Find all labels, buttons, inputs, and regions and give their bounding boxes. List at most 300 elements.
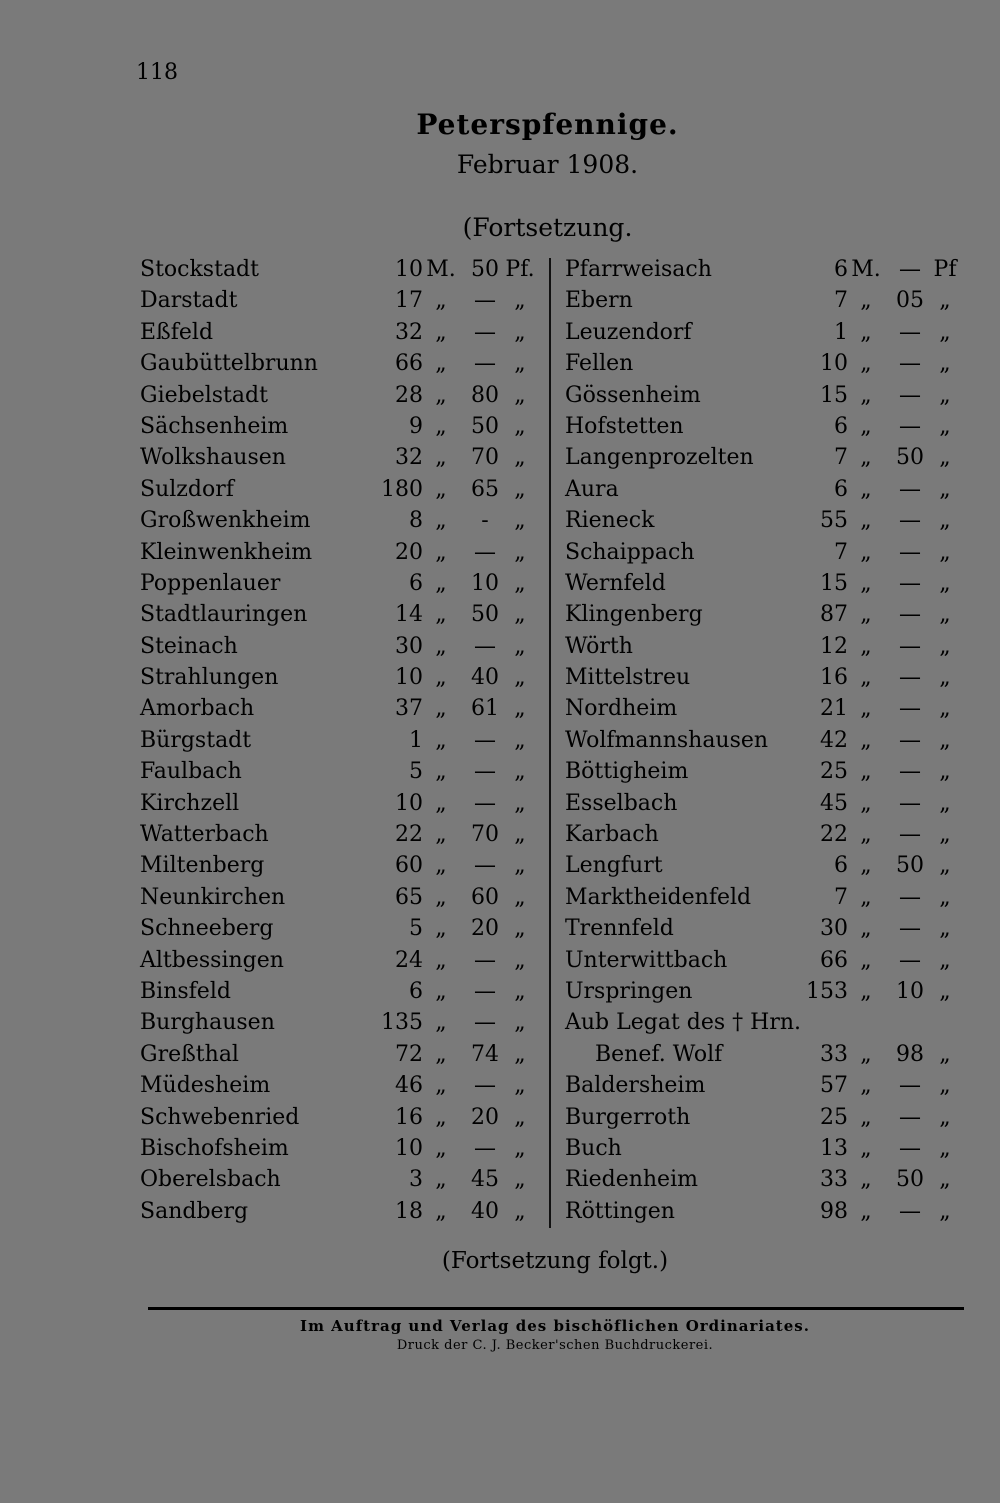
pfennig-amount: 50 <box>471 257 499 282</box>
pfennig-unit: „ <box>514 853 526 879</box>
mark-unit: „ <box>435 382 447 408</box>
pfennig-amount: 10 <box>471 570 499 596</box>
place-name: Kleinwenkheim <box>140 539 313 565</box>
mark-amount: 10 <box>395 257 423 282</box>
donation-row <box>565 724 960 755</box>
place-name: Burghausen <box>140 1010 275 1036</box>
pfennig-amount: 50 <box>896 853 924 879</box>
pfennig-amount: — <box>899 916 921 942</box>
place-name: Leuzendorf <box>565 319 692 345</box>
mark-unit: „ <box>435 759 447 785</box>
pfennig-amount: — <box>474 633 496 659</box>
pfennig-unit: „ <box>514 602 526 628</box>
mark-unit: M. <box>851 257 881 282</box>
mark-unit: „ <box>435 790 447 816</box>
mark-amount: 1 <box>409 727 423 753</box>
pfennig-amount: — <box>899 1073 921 1099</box>
donation-row <box>565 1006 960 1037</box>
donation-row <box>140 975 535 1006</box>
pfennig-amount: 50 <box>896 1167 924 1193</box>
place-name: Strahlungen <box>140 665 279 691</box>
place-name: Böttigheim <box>565 759 689 785</box>
pfennig-unit: „ <box>939 539 951 565</box>
mark-amount: 66 <box>395 351 423 377</box>
donation-row <box>565 253 960 284</box>
pfennig-amount: 50 <box>471 413 499 439</box>
place-name: Amorbach <box>140 696 255 722</box>
pfennig-unit: „ <box>514 1135 526 1161</box>
donation-row <box>140 818 535 849</box>
mark-unit: „ <box>435 351 447 377</box>
pfennig-unit: „ <box>514 947 526 973</box>
place-name: Aub Legat des † Hrn. <box>565 1010 802 1036</box>
pfennig-amount: 80 <box>471 382 499 408</box>
pfennig-amount: 40 <box>471 1198 499 1224</box>
pfennig-amount: — <box>899 1104 921 1130</box>
pfennig-unit: Pf <box>933 257 957 282</box>
donation-row <box>140 692 535 723</box>
donation-row <box>565 284 960 315</box>
mark-unit: „ <box>435 665 447 691</box>
pfennig-unit: „ <box>939 1104 951 1130</box>
donation-row <box>565 755 960 786</box>
left-column <box>140 253 535 1226</box>
donation-row <box>140 724 535 755</box>
pfennig-unit: „ <box>514 978 526 1004</box>
pfennig-amount: 74 <box>471 1041 499 1067</box>
mark-unit: „ <box>435 696 447 722</box>
place-name: Wolfmannshausen <box>565 727 769 753</box>
place-name: Sächsenheim <box>140 413 289 439</box>
donation-row <box>565 347 960 378</box>
mark-amount: 72 <box>395 1041 423 1067</box>
donation-row <box>140 316 535 347</box>
mark-unit: „ <box>860 1135 872 1161</box>
place-name: Trennfeld <box>565 916 674 942</box>
donation-row <box>565 1132 960 1163</box>
pfennig-amount: — <box>474 853 496 879</box>
mark-amount: 6 <box>409 978 423 1004</box>
mark-unit: „ <box>860 884 872 910</box>
pfennig-unit: „ <box>939 1041 951 1067</box>
mark-unit: „ <box>435 539 447 565</box>
donation-row <box>565 316 960 347</box>
pfennig-amount: - <box>481 508 489 534</box>
pfennig-amount: 50 <box>896 445 924 471</box>
pfennig-unit: „ <box>514 1104 526 1130</box>
place-name: Watterbach <box>140 822 269 848</box>
pfennig-unit: „ <box>939 1198 951 1224</box>
mark-amount: 7 <box>834 884 848 910</box>
pfennig-unit: „ <box>514 1041 526 1067</box>
mark-amount: 32 <box>395 319 423 345</box>
place-name: Faulbach <box>140 759 242 785</box>
pfennig-amount: 70 <box>471 445 499 471</box>
pfennig-amount: — <box>899 413 921 439</box>
mark-unit: „ <box>860 1198 872 1224</box>
continuation-heading: (Fortsetzung. <box>462 213 633 242</box>
pfennig-unit: „ <box>939 665 951 691</box>
place-name: Altbessingen <box>140 947 284 973</box>
place-name: Poppenlauer <box>140 570 281 596</box>
page-title: Peterspfennige. <box>416 108 679 141</box>
mark-unit: „ <box>435 602 447 628</box>
mark-amount: 135 <box>381 1010 423 1036</box>
pfennig-amount: — <box>899 822 921 848</box>
mark-unit: „ <box>860 570 872 596</box>
pfennig-amount: 65 <box>471 476 499 502</box>
mark-unit: „ <box>435 727 447 753</box>
mark-amount: 7 <box>834 445 848 471</box>
mark-amount: 10 <box>395 665 423 691</box>
mark-amount: 25 <box>820 759 848 785</box>
mark-amount: 1 <box>834 319 848 345</box>
pfennig-unit: „ <box>514 570 526 596</box>
mark-amount: 60 <box>395 853 423 879</box>
donation-row <box>140 1069 535 1100</box>
place-name: Giebelstadt <box>140 382 268 408</box>
donation-row <box>565 1069 960 1100</box>
pfennig-unit: „ <box>939 978 951 1004</box>
pfennig-unit: „ <box>514 696 526 722</box>
mark-amount: 30 <box>820 916 848 942</box>
place-name: Bürgstadt <box>140 727 252 753</box>
donation-row <box>140 1195 535 1226</box>
mark-unit: „ <box>435 1041 447 1067</box>
place-name: Stockstadt <box>140 257 259 282</box>
pfennig-amount: 40 <box>471 665 499 691</box>
donation-row <box>140 536 535 567</box>
mark-unit: „ <box>860 288 872 314</box>
pfennig-amount: — <box>474 759 496 785</box>
place-name: Wolkshausen <box>140 445 286 471</box>
donation-row <box>565 912 960 943</box>
donation-row <box>565 1163 960 1194</box>
right-column <box>565 253 960 1226</box>
mark-amount: 10 <box>395 790 423 816</box>
pfennig-unit: „ <box>514 759 526 785</box>
mark-amount: 14 <box>395 602 423 628</box>
place-name: Oberelsbach <box>140 1167 281 1193</box>
pfennig-unit: „ <box>939 696 951 722</box>
pfennig-amount: 70 <box>471 822 499 848</box>
mark-unit: „ <box>860 1073 872 1099</box>
pfennig-unit: „ <box>939 947 951 973</box>
donation-row <box>140 284 535 315</box>
place-name: Pfarrweisach <box>565 257 712 282</box>
mark-unit: „ <box>860 351 872 377</box>
donation-row <box>565 536 960 567</box>
pfennig-amount: — <box>474 1010 496 1036</box>
mark-unit: „ <box>860 445 872 471</box>
place-name: Mittelstreu <box>565 665 691 691</box>
pfennig-unit: „ <box>939 445 951 471</box>
mark-amount: 65 <box>395 884 423 910</box>
donation-row <box>565 630 960 661</box>
place-name: Langenprozelten <box>565 445 754 471</box>
mark-amount: 7 <box>834 539 848 565</box>
pfennig-unit: „ <box>939 570 951 596</box>
mark-amount: 6 <box>834 413 848 439</box>
place-name: Burgerroth <box>565 1104 691 1130</box>
pfennig-unit: Pf. <box>505 257 535 282</box>
pfennig-unit: „ <box>514 476 526 502</box>
mark-amount: 22 <box>395 822 423 848</box>
donation-row <box>565 661 960 692</box>
mark-unit: „ <box>435 445 447 471</box>
donation-row <box>565 473 960 504</box>
place-name: Urspringen <box>565 978 693 1004</box>
place-name: Baldersheim <box>565 1073 706 1099</box>
pfennig-amount: 20 <box>471 1104 499 1130</box>
pfennig-amount: — <box>899 665 921 691</box>
place-name: Ebern <box>565 288 633 314</box>
donation-row <box>565 1195 960 1226</box>
pfennig-amount: — <box>474 539 496 565</box>
mark-amount: 7 <box>834 288 848 314</box>
pfennig-unit: „ <box>514 822 526 848</box>
mark-amount: 16 <box>395 1104 423 1130</box>
mark-unit: „ <box>860 476 872 502</box>
pfennig-amount: 20 <box>471 916 499 942</box>
place-name: Marktheidenfeld <box>565 884 752 910</box>
pfennig-unit: „ <box>514 1167 526 1193</box>
donation-row <box>140 1038 535 1069</box>
place-name: Gössenheim <box>565 382 701 408</box>
place-name: Unterwittbach <box>565 947 728 973</box>
mark-amount: 32 <box>395 445 423 471</box>
pfennig-unit: „ <box>514 884 526 910</box>
pfennig-unit: „ <box>939 727 951 753</box>
donation-row <box>140 410 535 441</box>
pfennig-unit: „ <box>939 319 951 345</box>
mark-amount: 25 <box>820 1104 848 1130</box>
place-name: Hofstetten <box>565 413 684 439</box>
pfennig-unit: „ <box>514 665 526 691</box>
pfennig-amount: — <box>899 790 921 816</box>
mark-unit: „ <box>860 539 872 565</box>
mark-amount: 6 <box>834 853 848 879</box>
mark-amount: 12 <box>820 633 848 659</box>
pfennig-unit: „ <box>514 288 526 314</box>
donation-row <box>140 1006 535 1037</box>
mark-amount: 55 <box>820 508 848 534</box>
pfennig-amount: 98 <box>896 1041 924 1067</box>
mark-amount: 57 <box>820 1073 848 1099</box>
place-name: Schaippach <box>565 539 695 565</box>
pfennig-unit: „ <box>939 413 951 439</box>
pfennig-unit: „ <box>939 1073 951 1099</box>
place-name: Stadtlauringen <box>140 602 308 628</box>
donation-row <box>140 1163 535 1194</box>
mark-amount: 42 <box>820 727 848 753</box>
donation-row <box>140 912 535 943</box>
donation-row <box>140 661 535 692</box>
donation-row <box>565 944 960 975</box>
mark-unit: „ <box>860 916 872 942</box>
pfennig-unit: „ <box>514 539 526 565</box>
pfennig-unit: „ <box>939 916 951 942</box>
donation-row <box>140 787 535 818</box>
place-name: Sandberg <box>140 1198 249 1224</box>
mark-unit: „ <box>860 633 872 659</box>
mark-amount: 46 <box>395 1073 423 1099</box>
mark-unit: „ <box>435 633 447 659</box>
mark-amount: 3 <box>409 1167 423 1193</box>
pfennig-amount: — <box>899 1135 921 1161</box>
place-name: Kirchzell <box>140 790 240 816</box>
donation-row <box>140 347 535 378</box>
mark-amount: 6 <box>409 570 423 596</box>
pfennig-unit: „ <box>514 916 526 942</box>
mark-unit: „ <box>435 413 447 439</box>
mark-unit: „ <box>435 884 447 910</box>
place-name: Neunkirchen <box>140 884 286 910</box>
pfennig-amount: — <box>899 382 921 408</box>
mark-unit: „ <box>435 1073 447 1099</box>
mark-unit: „ <box>435 947 447 973</box>
mark-amount: 15 <box>820 570 848 596</box>
pfennig-unit: „ <box>514 413 526 439</box>
mark-unit: „ <box>435 1135 447 1161</box>
mark-unit: „ <box>860 382 872 408</box>
mark-unit: „ <box>860 413 872 439</box>
mark-amount: 24 <box>395 947 423 973</box>
mark-unit: „ <box>435 1104 447 1130</box>
pfennig-amount: — <box>899 759 921 785</box>
pfennig-unit: „ <box>514 351 526 377</box>
pfennig-amount: — <box>474 727 496 753</box>
pfennig-amount: — <box>899 633 921 659</box>
place-name: Steinach <box>140 633 238 659</box>
mark-amount: 28 <box>395 382 423 408</box>
pfennig-unit: „ <box>939 633 951 659</box>
donation-row <box>565 504 960 535</box>
donation-row <box>140 598 535 629</box>
pfennig-unit: „ <box>939 476 951 502</box>
mark-amount: 45 <box>820 790 848 816</box>
mark-amount: 5 <box>409 916 423 942</box>
place-name: Klingenberg <box>565 602 703 628</box>
mark-amount: 9 <box>409 413 423 439</box>
pfennig-unit: „ <box>939 759 951 785</box>
pfennig-unit: „ <box>939 853 951 879</box>
donation-row <box>565 441 960 472</box>
rule-left <box>148 1307 266 1310</box>
mark-unit: „ <box>860 319 872 345</box>
place-name: Buch <box>565 1135 622 1161</box>
column-divider <box>549 258 551 1228</box>
pfennig-unit: „ <box>939 884 951 910</box>
pfennig-amount: — <box>474 947 496 973</box>
mark-amount: 33 <box>820 1041 848 1067</box>
donation-row <box>565 1038 960 1069</box>
mark-unit: „ <box>435 1198 447 1224</box>
donation-row <box>140 630 535 661</box>
mark-amount: 33 <box>820 1167 848 1193</box>
pfennig-amount: — <box>474 1135 496 1161</box>
pfennig-amount: — <box>899 727 921 753</box>
mark-unit: „ <box>435 822 447 848</box>
donation-row <box>140 944 535 975</box>
pfennig-amount: 45 <box>471 1167 499 1193</box>
pfennig-amount: 61 <box>471 696 499 722</box>
donation-row <box>140 1101 535 1132</box>
mark-unit: „ <box>435 1010 447 1036</box>
place-name: Aura <box>565 476 619 502</box>
pfennig-amount: — <box>899 602 921 628</box>
mark-unit: „ <box>860 790 872 816</box>
mark-unit: „ <box>860 759 872 785</box>
place-name: Miltenberg <box>140 853 265 879</box>
mark-unit: „ <box>435 1167 447 1193</box>
mark-amount: 17 <box>395 288 423 314</box>
mark-unit: „ <box>435 570 447 596</box>
pfennig-unit: „ <box>514 727 526 753</box>
date-heading: Februar 1908. <box>456 150 639 179</box>
donation-row <box>140 881 535 912</box>
donation-row <box>140 379 535 410</box>
mark-amount: 10 <box>820 351 848 377</box>
imprint-publisher: Im Auftrag und Verlag des bischöflichen Ordinariates. <box>300 1317 810 1335</box>
mark-unit: „ <box>860 508 872 534</box>
donation-row <box>565 1101 960 1132</box>
place-name: Esselbach <box>565 790 678 816</box>
mark-amount: 6 <box>834 257 848 282</box>
mark-unit: „ <box>435 508 447 534</box>
donation-row <box>140 504 535 535</box>
pfennig-amount: — <box>899 884 921 910</box>
pfennig-amount: — <box>899 476 921 502</box>
pfennig-amount: — <box>899 257 921 282</box>
pfennig-unit: „ <box>939 602 951 628</box>
pfennig-amount: — <box>899 570 921 596</box>
mark-amount: 20 <box>395 539 423 565</box>
pfennig-unit: „ <box>514 445 526 471</box>
donation-row <box>565 849 960 880</box>
place-name: Benef. Wolf <box>595 1041 723 1067</box>
pfennig-amount: — <box>899 539 921 565</box>
pfennig-amount: 50 <box>471 602 499 628</box>
mark-unit: „ <box>435 978 447 1004</box>
pfennig-amount: 10 <box>896 978 924 1004</box>
mark-amount: 8 <box>409 508 423 534</box>
place-name: Wernfeld <box>565 570 666 596</box>
pfennig-amount: — <box>899 947 921 973</box>
place-name: Greßthal <box>140 1041 239 1067</box>
place-name: Schwebenried <box>140 1104 300 1130</box>
place-name: Fellen <box>565 351 634 377</box>
pfennig-unit: „ <box>939 790 951 816</box>
pfennig-unit: „ <box>514 319 526 345</box>
mark-amount: 153 <box>806 978 848 1004</box>
mark-amount: 180 <box>381 476 423 502</box>
pfennig-amount: — <box>474 790 496 816</box>
pfennig-unit: „ <box>514 508 526 534</box>
donation-row <box>140 441 535 472</box>
mark-unit: „ <box>860 665 872 691</box>
mark-amount: 15 <box>820 382 848 408</box>
mark-unit: „ <box>860 696 872 722</box>
mark-unit: „ <box>860 727 872 753</box>
place-name: Röttingen <box>565 1198 675 1224</box>
place-name: Gaubüttelbrunn <box>140 351 318 377</box>
pfennig-amount: 60 <box>471 884 499 910</box>
place-name: Nordheim <box>565 696 678 722</box>
place-name: Müdesheim <box>140 1073 271 1099</box>
donation-row <box>565 787 960 818</box>
place-name: Riedenheim <box>565 1167 698 1193</box>
